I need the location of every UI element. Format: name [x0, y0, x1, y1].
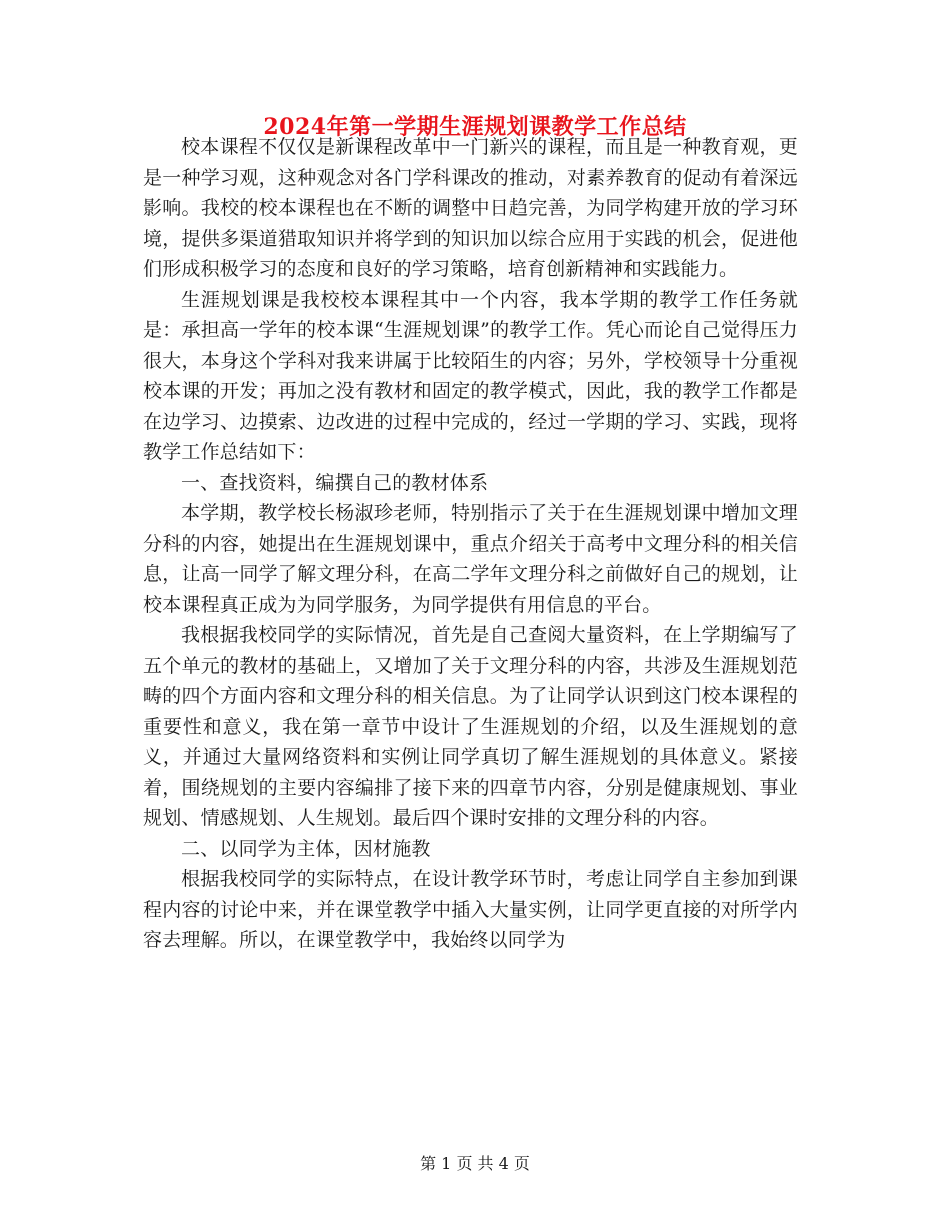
- paragraph-task: 生涯规划课是我校校本课程其中一个内容，我本学期的教学工作任务就是：承担高一学年的校本课“生涯规划课”的教学工作。凭心而论自己觉得压力很大，本身这个学科对我来讲属于比较陌生的内容；另外，学校领导十分重视校本课的开发；再加之没有教材和固定的教学模式，因此，我的教学工作都是在边学习、边摸索、边改进的过程中完成的，经过一学期的学习、实践，现将教学工作总结如下：: [143, 288, 798, 463]
- document-body: [143, 132, 798, 956]
- page-footer: 第 1 页 共 4 页: [420, 1154, 530, 1173]
- document-title: 2024年第一学期生涯规划课教学工作总结: [263, 114, 687, 140]
- section-heading-2: 二、以同学为主体，因材施教: [181, 837, 431, 860]
- paragraph-intro: 校本课程不仅仅是新课程改革中一门新兴的课程，而且是一种教育观，更是一种学习观，这种观念对各门学科课改的推动，对素养教育的促动有着深远影响。我校的校本课程也在不断的调整中日趋完善，为同学构建开放的学习环境，提供多渠道猎取知识并将学到的知识加以综合应用于实践的机会，促进他们形成积极学习的态度和良好的学习策略，培育创新精神和实践能力。: [143, 136, 798, 280]
- section-heading-1: 一、查找资料，编撰自己的教材体系: [181, 471, 489, 494]
- paragraph-section-2a: 根据我校同学的实际特点，在设计教学环节时，考虑让同学自主参加到课程内容的讨论中来，并在课堂教学中插入大量实例，让同学更直接的对所学内容去理解。所以，在课堂教学中，我始终以同学为: [143, 868, 798, 951]
- paragraph-section-1b: 我根据我校同学的实际情况，首先是自己查阅大量资料，在上学期编写了五个单元的教材的基础上，又增加了关于文理分科的内容，共涉及生涯规划范畴的四个方面内容和文理分科的相关信息。为了让同学认识到这门校本课程的重要性和意义，我在第一章节中设计了生涯规划的介绍，以及生涯规划的意义，并通过大量网络资料和实例让同学真切了解生涯规划的具体意义。紧接着，围绕规划的主要内容编排了接下来的四章节内容，分别是健康规划、事业规划、情感规划、人生规划。最后四个课时安排的文理分科的内容。: [143, 624, 798, 829]
- paragraph-section-1a: 本学期，教学校长杨淑珍老师，特别指示了关于在生涯规划课中增加文理分科的内容，她提出在生涯规划课中，重点介绍关于高考中文理分科的相关信息，让高一同学了解文理分科，在高二学年文理分科之前做好自己的规划，让校本课程真正成为为同学服务，为同学提供有用信息的平台。: [143, 502, 798, 616]
